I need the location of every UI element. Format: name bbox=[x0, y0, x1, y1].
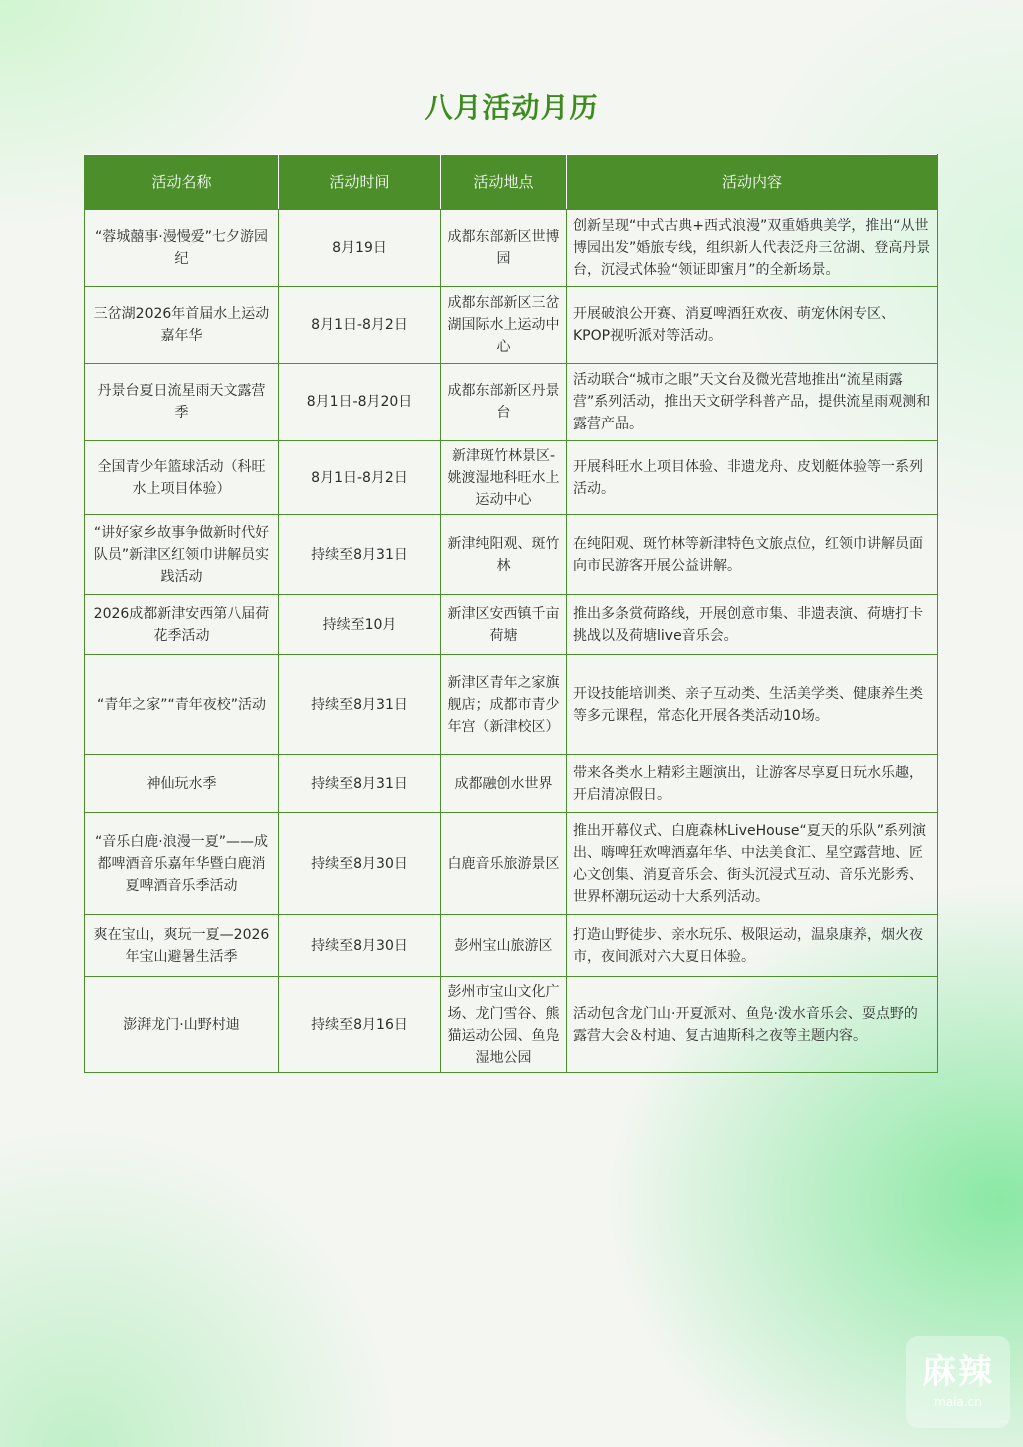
activity-name-cell: 全国青少年篮球活动（科旺水上项目体验） bbox=[85, 441, 279, 515]
activity-content-cell: 推出开幕仪式、白鹿森林LiveHouse“夏天的乐队”系列演出、嗨啤狂欢啤酒嘉年华、中法美食汇、星空露营地、匠心文创集、消夏音乐会、街头沉浸式互动、音乐光影秀、世界杯潮玩运动十大系列活动。 bbox=[567, 813, 938, 915]
table-row bbox=[85, 813, 938, 915]
activity-place-cell: 新津斑竹林景区-姚渡湿地科旺水上运动中心 bbox=[441, 441, 567, 515]
activity-place-cell: 彭州市宝山文化广场、龙门雪谷、熊猫运动公园、鱼凫湿地公园 bbox=[441, 977, 567, 1073]
page-title: 八月活动月历 bbox=[424, 91, 599, 124]
activity-content-cell: 带来各类水上精彩主题演出，让游客尽享夏日玩水乐趣，开启清凉假日。 bbox=[567, 755, 938, 813]
activity-name-cell: 三岔湖2026年首届水上运动嘉年华 bbox=[85, 287, 279, 364]
activity-time-cell: 持续至8月30日 bbox=[279, 813, 441, 915]
activity-time-cell: 持续至8月31日 bbox=[279, 655, 441, 755]
table-row bbox=[85, 287, 938, 364]
activity-content-cell: 推出多条赏荷路线，开展创意市集、非遗表演、荷塘打卡挑战以及荷塘live音乐会。 bbox=[567, 595, 938, 655]
activity-content-cell: 开设技能培训类、亲子互动类、生活美学类、健康养生类等多元课程，常态化开展各类活动10场。 bbox=[567, 655, 938, 755]
activity-place-cell: 新津纯阳观、斑竹林 bbox=[441, 515, 567, 595]
table-row bbox=[85, 655, 938, 755]
activity-name-cell: 丹景台夏日流星雨天文露营季 bbox=[85, 364, 279, 441]
activity-place-cell: 成都东部新区世博园 bbox=[441, 210, 567, 287]
header-activity-content: 活动内容 bbox=[567, 155, 938, 210]
activity-time-cell: 持续至8月31日 bbox=[279, 755, 441, 813]
activity-place-cell: 白鹿音乐旅游景区 bbox=[441, 813, 567, 915]
activity-content-cell: 活动联合“城市之眼”天文台及微光营地推出“流星雨露营”系列活动，推出天文研学科普产品，提供流星雨观测和露营产品。 bbox=[567, 364, 938, 441]
activity-name-cell: 爽在宝山，爽玩一夏—2026年宝山避暑生活季 bbox=[85, 915, 279, 977]
activity-content-cell: 打造山野徒步、亲水玩乐、极限运动，温泉康养，烟火夜市，夜间派对六大夏日体验。 bbox=[567, 915, 938, 977]
activity-time-cell: 持续至8月31日 bbox=[279, 515, 441, 595]
header-activity-name: 活动名称 bbox=[85, 155, 279, 210]
table-row bbox=[85, 364, 938, 441]
activity-content-cell: 在纯阳观、斑竹林等新津特色文旅点位，红领巾讲解员面向市民游客开展公益讲解。 bbox=[567, 515, 938, 595]
activity-name-cell: “蓉城囍事·漫慢爱”七夕游园纪 bbox=[85, 210, 279, 287]
activity-time-cell: 8月1日-8月2日 bbox=[279, 287, 441, 364]
table-row bbox=[85, 977, 938, 1073]
activity-time-cell: 持续至8月30日 bbox=[279, 915, 441, 977]
table-header-row bbox=[85, 155, 938, 210]
activity-time-cell: 持续至10月 bbox=[279, 595, 441, 655]
activity-time-cell: 8月1日-8月20日 bbox=[279, 364, 441, 441]
activity-content-cell: 活动包含龙门山·开夏派对、鱼凫·泼水音乐会、耍点野的露营大会＆村迪、复古迪斯科之夜等主题内容。 bbox=[567, 977, 938, 1073]
activity-name-cell: 澎湃龙门·山野村迪 bbox=[85, 977, 279, 1073]
activity-content-cell: 创新呈现“中式古典+西式浪漫”双重婚典美学，推出“从世博园出发”婚旅专线，组织新人代表泛舟三岔湖、登高丹景台，沉浸式体验“领证即蜜月”的全新场景。 bbox=[567, 210, 938, 287]
activity-time-cell: 8月1日-8月2日 bbox=[279, 441, 441, 515]
activity-content-cell: 开展科旺水上项目体验、非遗龙舟、皮划艇体验等一系列活动。 bbox=[567, 441, 938, 515]
activity-name-cell: “音乐白鹿·浪漫一夏”——成都啤酒音乐嘉年华暨白鹿消夏啤酒音乐季活动 bbox=[85, 813, 279, 915]
table-row bbox=[85, 441, 938, 515]
activity-place-cell: 新津区安西镇千亩荷塘 bbox=[441, 595, 567, 655]
site-watermark-logo bbox=[906, 1336, 1010, 1428]
activity-name-cell: 神仙玩水季 bbox=[85, 755, 279, 813]
activity-name-cell: “讲好家乡故事争做新时代好队员”新津区红领巾讲解员实践活动 bbox=[85, 515, 279, 595]
activity-time-cell: 持续至8月16日 bbox=[279, 977, 441, 1073]
activity-content-cell: 开展破浪公开赛、消夏啤酒狂欢夜、萌宠休闲专区、KPOP视听派对等活动。 bbox=[567, 287, 938, 364]
activity-place-cell: 成都融创水世界 bbox=[441, 755, 567, 813]
header-activity-time: 活动时间 bbox=[279, 155, 441, 210]
activity-place-cell: 彭州宝山旅游区 bbox=[441, 915, 567, 977]
activity-time-cell: 8月19日 bbox=[279, 210, 441, 287]
table-row bbox=[85, 755, 938, 813]
activity-name-cell: 2026成都新津安西第八届荷花季活动 bbox=[85, 595, 279, 655]
watermark-site-text: mala.cn bbox=[934, 1395, 982, 1409]
table-row bbox=[85, 915, 938, 977]
table-row bbox=[85, 595, 938, 655]
activity-place-cell: 新津区青年之家旗舰店；成都市青少年宫（新津校区） bbox=[441, 655, 567, 755]
activity-place-cell: 成都东部新区三岔湖国际水上运动中心 bbox=[441, 287, 567, 364]
table-row bbox=[85, 515, 938, 595]
activity-name-cell: “青年之家”“青年夜校”活动 bbox=[85, 655, 279, 755]
watermark-logo-text: 麻辣 bbox=[922, 1352, 994, 1392]
header-activity-place: 活动地点 bbox=[441, 155, 567, 210]
table-row bbox=[85, 210, 938, 287]
activity-place-cell: 成都东部新区丹景台 bbox=[441, 364, 567, 441]
activity-calendar-table bbox=[84, 154, 938, 1073]
